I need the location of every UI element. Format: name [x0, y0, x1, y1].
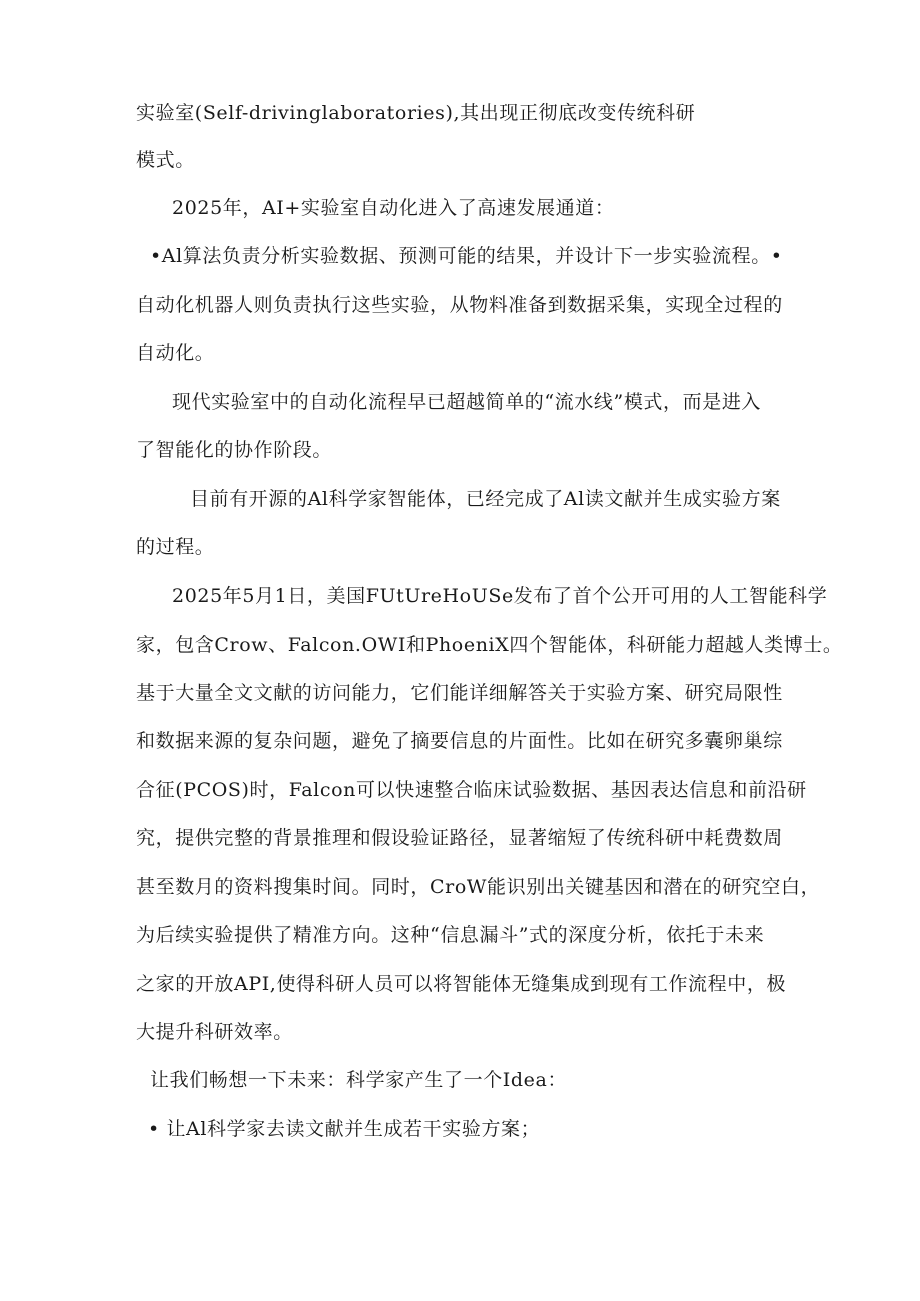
text-line-14: 和数据来源的复杂问题，避免了摘要信息的片面性。比如在研究多囊卵巢综 — [136, 730, 783, 752]
text-line-1: 实验室(Self-drivinglaboratories),其出现正彻底改变传统科研 — [136, 102, 696, 124]
text-line-17: 甚至数月的资料搜集时间。同时，CroW能识别出关键基因和潜在的研究空白， — [136, 876, 821, 898]
text-line-4: •Al算法负责分析实验数据、预测可能的结果，并设计下一步实验流程。• — [150, 245, 783, 267]
text-line-5: 自动化机器人则负责执行这些实验，从物料准备到数据采集，实现全过程的 — [136, 294, 783, 316]
text-line-20: 大提升科研效率。 — [136, 1021, 293, 1043]
text-line-11: 2025年5月1日，美国FUtUreHoUSe发布了首个公开可用的人工智能科学 — [172, 585, 828, 607]
text-line-13: 基于大量全文文献的访问能力，它们能详细解答关于实验方案、研究局限性 — [136, 682, 783, 704]
text-line-22: • 让Al科学家去读文献并生成若干实验方案； — [148, 1118, 541, 1140]
text-line-19: 之家的开放API,使得科研人员可以将智能体无缝集成到现有工作流程中，极 — [136, 973, 787, 995]
text-line-16: 究，提供完整的背景推理和假设验证路径，显著缩短了传统科研中耗费数周 — [136, 827, 783, 849]
text-line-10: 的过程。 — [136, 536, 215, 558]
text-line-18: 为后续实验提供了精准方向。这种“信息漏斗”式的深度分析，依托于未来 — [136, 924, 765, 946]
text-line-21: 让我们畅想一下未来：科学家产生了一个Idea： — [150, 1069, 568, 1091]
text-line-6: 自动化。 — [136, 342, 215, 364]
text-line-7: 现代实验室中的自动化流程早已超越简单的“流水线”模式，而是进入 — [172, 391, 762, 413]
text-line-15: 合征(PCOS)时，Falcon可以快速整合临床试验数据、基因表达信息和前沿研 — [136, 779, 807, 801]
text-line-9: 目前有开源的Al科学家智能体，已经完成了Al读文献并生成实验方案 — [190, 488, 781, 510]
text-line-8: 了智能化的协作阶段。 — [136, 439, 333, 461]
text-line-2: 模式。 — [136, 149, 195, 171]
text-line-3: 2025年，AI+实验室自动化进入了高速发展通道： — [172, 197, 615, 219]
text-line-12: 家，包含Crow、Falcon.OWI和PhoeniX四个智能体，科研能力超越人类博士。 — [136, 634, 843, 656]
